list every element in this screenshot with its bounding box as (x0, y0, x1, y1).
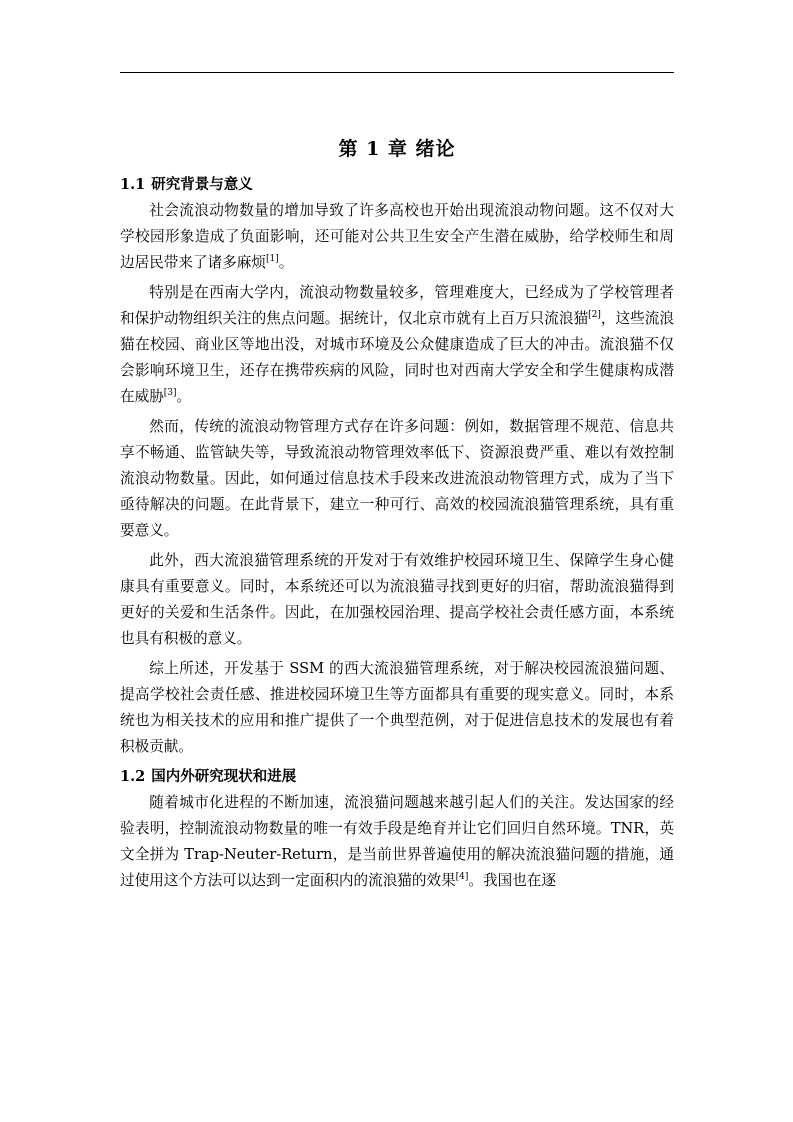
paragraph-text: 然而，传统的流浪动物管理方式存在许多问题：例如，数据管理不规范、信息共享不畅通、监管缺失等，导致流浪动物管理效率低下、资源浪费严重、难以有效控制流浪动物数量。因此，如何通过信息技术手段来改进流浪动物管理方式，成为了当下亟待解决的问题。在此背景下，建立一种可行、高效的校园流浪猫管理系统，具有重要意义。 (120, 418, 674, 539)
section-heading-1-2 (120, 764, 674, 790)
paragraph (120, 548, 674, 652)
section-number: 1.1 (120, 176, 146, 193)
paragraph-text: 综上所述，开发基于 SSM 的西大流浪猫管理系统，对于解决校园流浪猫问题、提高学校社会责任感、推进校园环境卫生等方面都具有重要的现实意义。同时，本系统也为相关技术的应用和推广提供了一个典型范例，对于促进信息技术的发展也有着积极贡献。 (120, 660, 674, 755)
section-title: 国内外研究现状和进展 (151, 768, 297, 785)
paragraph-tail: 。 (278, 254, 294, 271)
section-heading-1-1 (120, 172, 674, 198)
section-title: 研究背景与意义 (151, 176, 253, 193)
paragraph (120, 656, 674, 760)
citation-mark: [4] (455, 872, 469, 883)
paragraph-text: 此外，西大流浪猫管理系统的开发对于有效维护校园环境卫生、保障学生身心健康具有重要意义。同时，本系统还可以为流浪猫寻找到更好的归宿，帮助流浪猫得到更好的关爱和生活条件。因此，在加强校园治理、提高学校社会责任感方面，本系统也具有积极的意义。 (120, 552, 674, 647)
paragraph (120, 280, 674, 410)
paragraph (120, 198, 674, 276)
paragraph (120, 414, 674, 544)
paragraph-tail: 。我国也在逐 (468, 872, 556, 889)
header-rule (120, 72, 674, 73)
chapter-title: 第 1 章 绪论 (338, 138, 456, 160)
paragraph-text: 社会流浪动物数量的增加导致了许多高校也开始出现流浪动物问题。这不仅对大学校园形象造成了负面影响，还可能对公共卫生安全产生潜在威胁，给学校师生和周边居民带来了诸多麻烦 (120, 202, 674, 271)
citation-mark: [1] (265, 254, 279, 265)
paragraph-text: ，这些流浪猫在校园、商业区等地出没，对城市环境及公众健康造成了巨大的冲击。流浪猫不仅会影响环境卫生，还存在携带疾病的风险，同时也对西南大学安全和学生健康构成潜在威胁 (120, 310, 674, 405)
paragraph (120, 790, 674, 894)
paragraph-text: 特别是在西南大学内，流浪动物数量较多，管理难度大，已经成为了学校管理者和保护动物组织关注的焦点问题。据统计，仅北京市就有上百万只流浪猫 (120, 284, 674, 327)
citation-mark: [2] (588, 310, 601, 321)
paragraph-tail: 。 (176, 388, 192, 405)
paragraph-text: 随着城市化进程的不断加速，流浪猫问题越来越引起人们的关注。发达国家的经验表明，控制流浪动物数量的唯一有效手段是绝育并让它们回归自然环境。TNR，英文全拼为 Trap-Neuter-Return，是当前世界普遍使用的解决流浪猫问题的措施，通过使用这个方法可以达到一定面积内的流浪猫的效果 (120, 794, 674, 889)
page-content (120, 136, 674, 898)
section-number: 1.2 (120, 768, 146, 785)
citation-mark: [3] (163, 388, 177, 399)
